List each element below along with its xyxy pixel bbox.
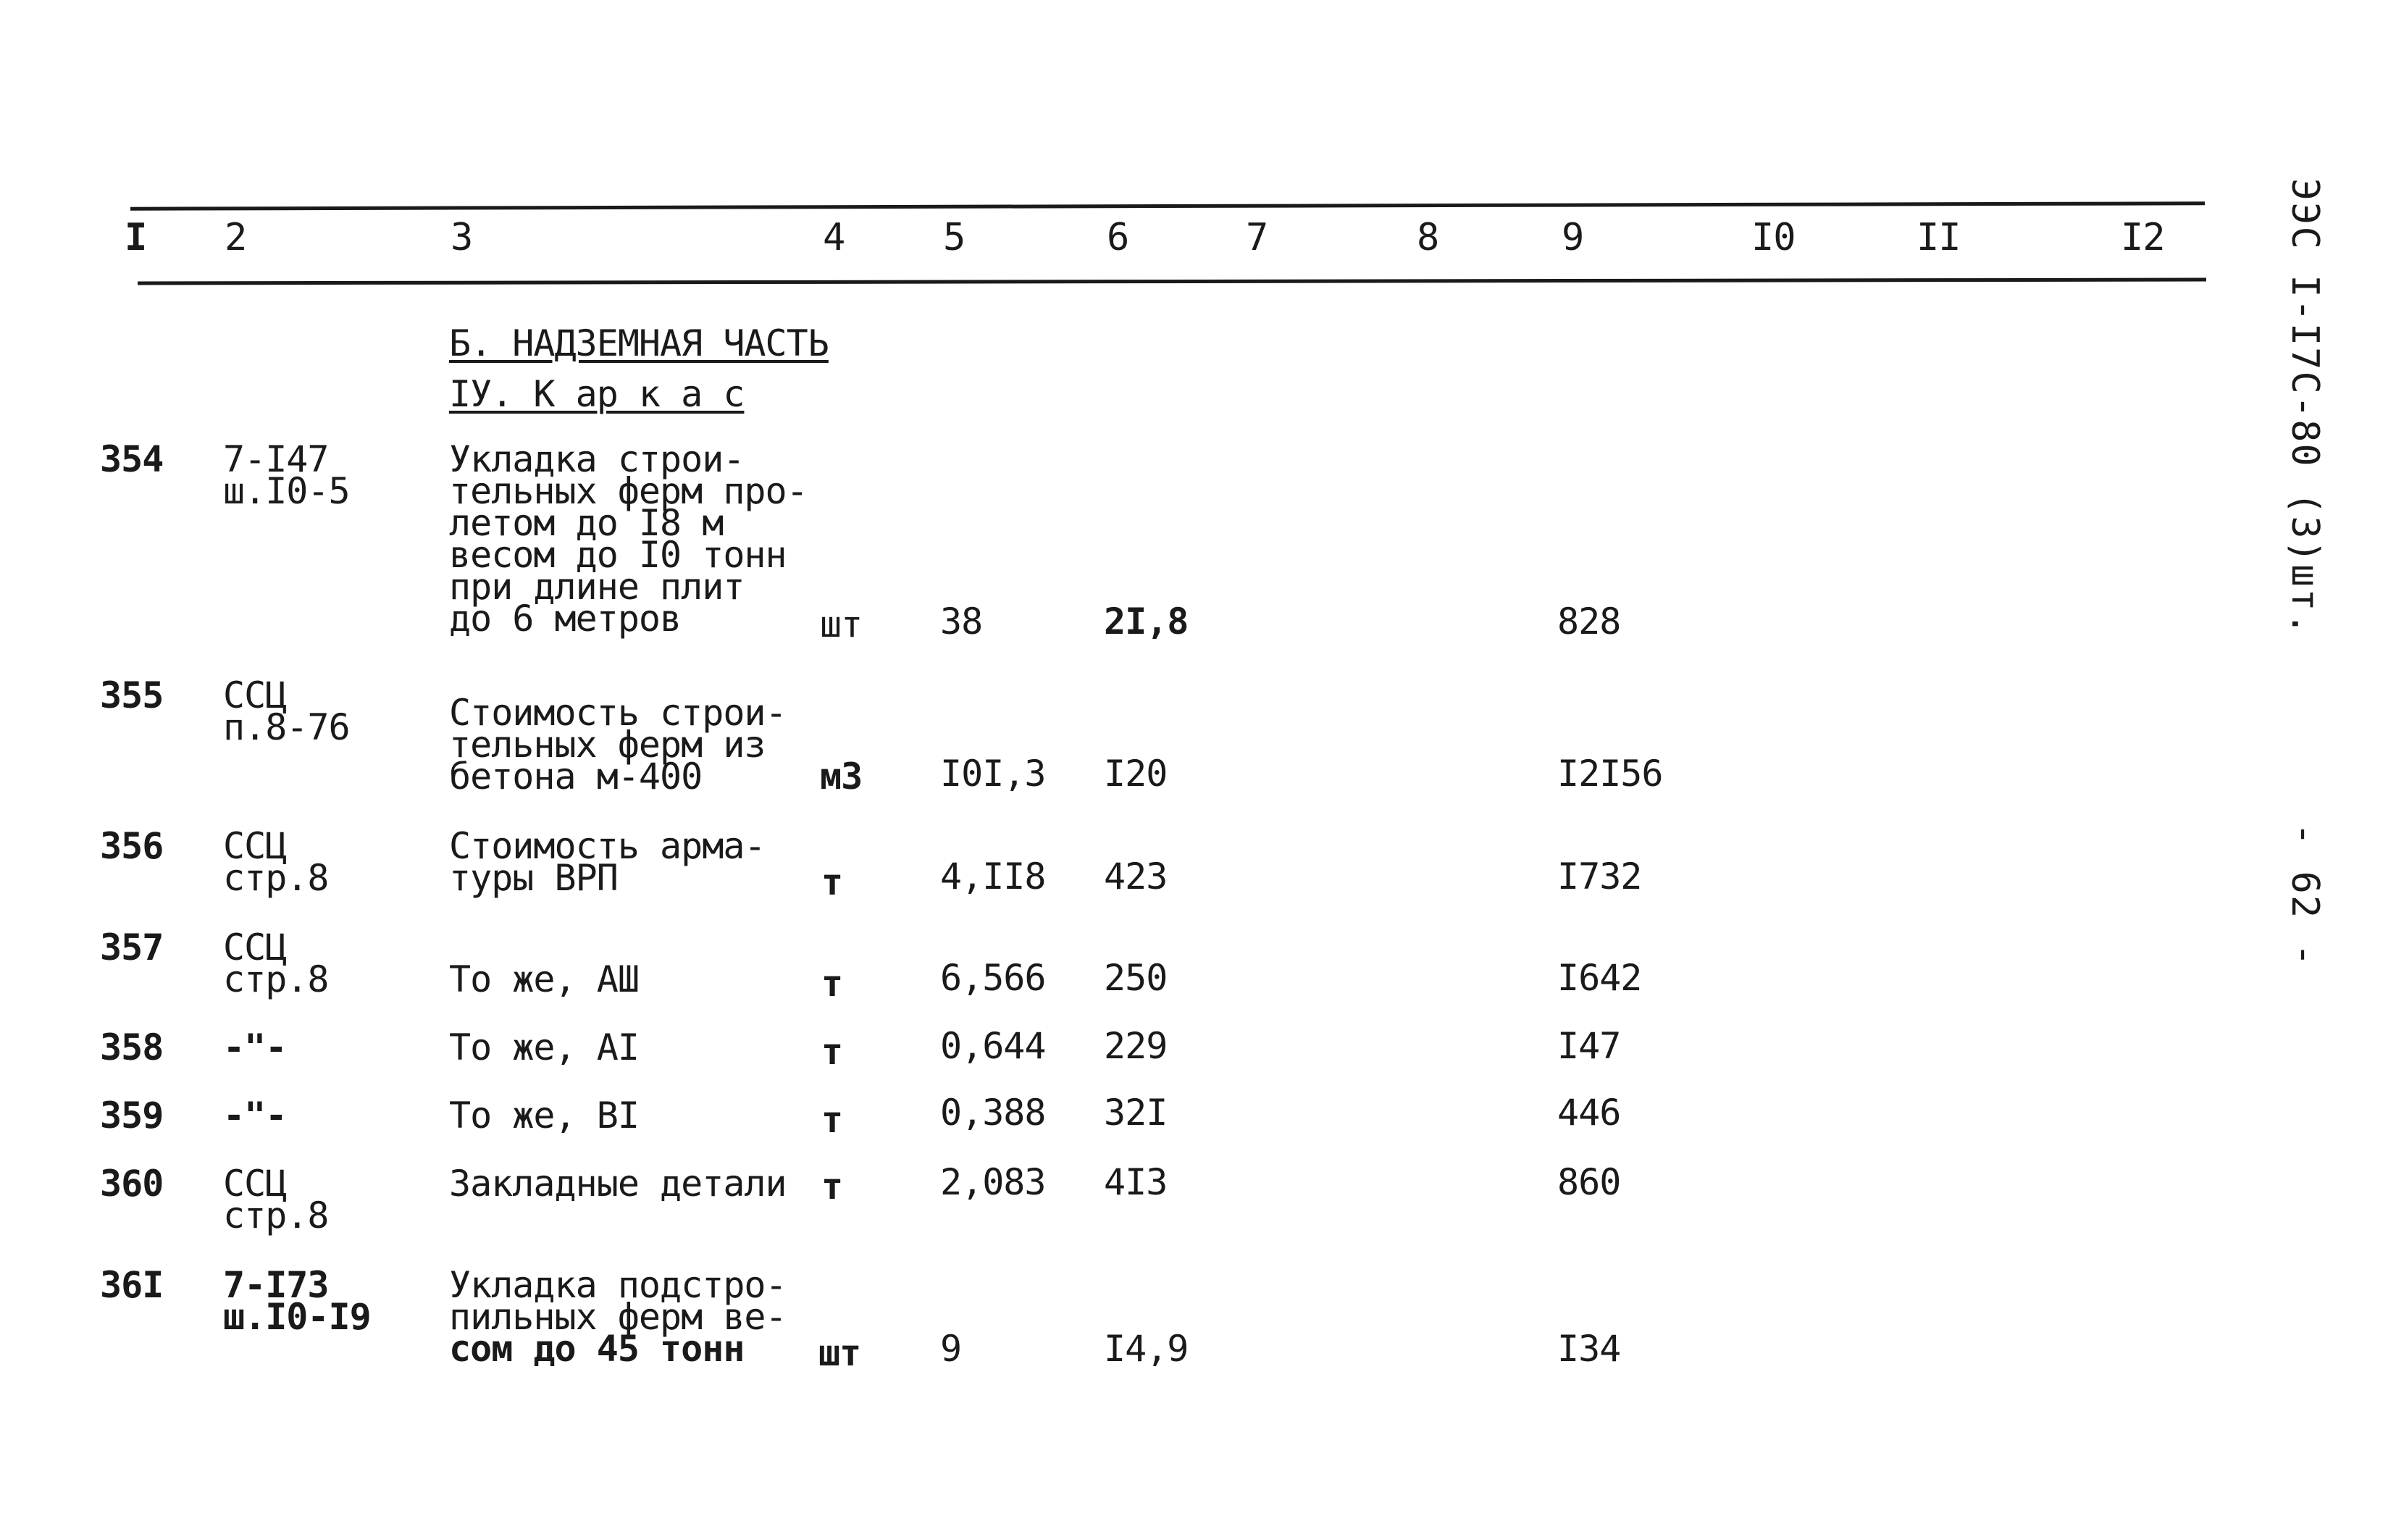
norm-code-line: 7-I73 <box>223 1264 329 1306</box>
norm-code-line: -"- <box>223 1095 287 1137</box>
row-number: 355 <box>100 674 164 716</box>
header-bottom-rule <box>138 278 2206 285</box>
col-header-3: 3 <box>451 216 473 259</box>
col-header-2: 2 <box>225 216 247 259</box>
quantity: 0,644 <box>940 1025 1046 1067</box>
row-number: 357 <box>100 926 164 968</box>
row-number: 354 <box>100 438 164 480</box>
quantity: 0,388 <box>940 1092 1046 1134</box>
unit: т <box>821 861 843 903</box>
unit: шт <box>820 603 863 645</box>
col-header-9: 9 <box>1562 216 1584 259</box>
page-number: - 62 - <box>2283 823 2326 968</box>
norm-code-line: -"- <box>223 1026 287 1068</box>
description-line: То же, ВI <box>449 1095 639 1137</box>
norm-code-line: ССЦ <box>223 674 287 716</box>
unit-price: I20 <box>1104 753 1168 795</box>
col-header-7: 7 <box>1246 216 1268 259</box>
total-cost: 860 <box>1557 1161 1621 1203</box>
norm-code-line: стр.8 <box>223 857 329 899</box>
section-subtitle: IУ. К ар к а с <box>449 373 745 415</box>
norm-code-line: ССЦ <box>223 926 287 968</box>
description-line: туры ВРП <box>449 857 618 899</box>
total-cost: I47 <box>1557 1025 1621 1067</box>
norm-code-line: ш.I0-5 <box>223 470 350 512</box>
unit-price: 32I <box>1104 1092 1168 1134</box>
section-title: Б. НАДЗЕМНАЯ ЧАСТЬ <box>449 322 829 364</box>
unit-price: 2I,8 <box>1104 600 1189 643</box>
total-cost: I732 <box>1557 855 1642 897</box>
col-header-10: I0 <box>1751 216 1796 259</box>
col-header-1: I <box>125 216 147 259</box>
description-line: сом до 45 тонн <box>449 1328 745 1370</box>
row-number: 359 <box>100 1095 164 1137</box>
col-header-12: I2 <box>2121 216 2165 259</box>
description-line: То же, АI <box>449 1026 639 1068</box>
norm-code-line: ССЦ <box>223 825 287 867</box>
unit: т <box>821 1099 843 1141</box>
norm-code-line: стр.8 <box>223 1194 329 1236</box>
description-line: до 6 метров <box>449 598 682 640</box>
col-header-4: 4 <box>823 216 845 259</box>
header-top-rule <box>130 201 2205 210</box>
description-line: Закладные детали <box>449 1163 787 1205</box>
quantity: 9 <box>940 1328 962 1370</box>
unit: т <box>821 1031 843 1073</box>
unit-price: I4,9 <box>1104 1328 1189 1370</box>
unit: т <box>821 963 843 1005</box>
unit-price: 250 <box>1104 957 1168 999</box>
margin-document-code: ЭЭС I-I7C-80 (3)шт. <box>2283 178 2326 637</box>
description-line: Укладка подстро- <box>449 1264 787 1306</box>
row-number: 358 <box>100 1026 164 1068</box>
total-cost: 446 <box>1557 1092 1621 1134</box>
norm-code-line: 7-I47 <box>223 438 329 480</box>
col-header-5: 5 <box>943 216 965 259</box>
row-number: 356 <box>100 825 164 867</box>
quantity: I0I,3 <box>940 753 1046 795</box>
description-line: тельных ферм из <box>449 724 766 766</box>
quantity: 38 <box>940 600 983 643</box>
col-header-8: 8 <box>1417 216 1439 259</box>
description-line: Стоимость строи- <box>449 692 787 734</box>
unit: м3 <box>820 756 863 798</box>
quantity: 6,566 <box>940 957 1046 999</box>
row-number: 360 <box>100 1163 164 1205</box>
col-header-11: II <box>1917 216 1961 259</box>
norm-code-line: п.8-76 <box>223 706 350 748</box>
total-cost: 828 <box>1557 600 1621 643</box>
description-line: Стоимость арма- <box>449 825 766 867</box>
description-line: тельных ферм про- <box>449 470 808 512</box>
total-cost: I642 <box>1557 957 1642 999</box>
description-line: То же, АШ <box>449 958 639 1000</box>
norm-code-line: ССЦ <box>223 1163 287 1205</box>
unit: шт <box>818 1332 861 1374</box>
row-number: 36I <box>100 1264 164 1306</box>
norm-code-line: стр.8 <box>223 958 329 1000</box>
description-line: Укладка строи- <box>449 438 745 480</box>
description-line: весом до I0 тонн <box>449 534 787 576</box>
total-cost: I2I56 <box>1557 753 1663 795</box>
quantity: 2,083 <box>940 1161 1046 1203</box>
total-cost: I34 <box>1557 1328 1621 1370</box>
quantity: 4,II8 <box>940 855 1046 897</box>
description-line: при длине плит <box>449 566 745 608</box>
col-header-6: 6 <box>1107 216 1129 259</box>
unit-price: 423 <box>1104 855 1168 897</box>
unit-price: 229 <box>1104 1025 1168 1067</box>
description-line: пильных ферм ве- <box>449 1296 787 1338</box>
norm-code-line: ш.I0-I9 <box>223 1296 371 1338</box>
description-line: летом до I8 м <box>449 502 724 544</box>
description-line: бетона м-400 <box>449 756 703 798</box>
unit-price: 4I3 <box>1104 1161 1168 1203</box>
unit: т <box>821 1166 843 1208</box>
